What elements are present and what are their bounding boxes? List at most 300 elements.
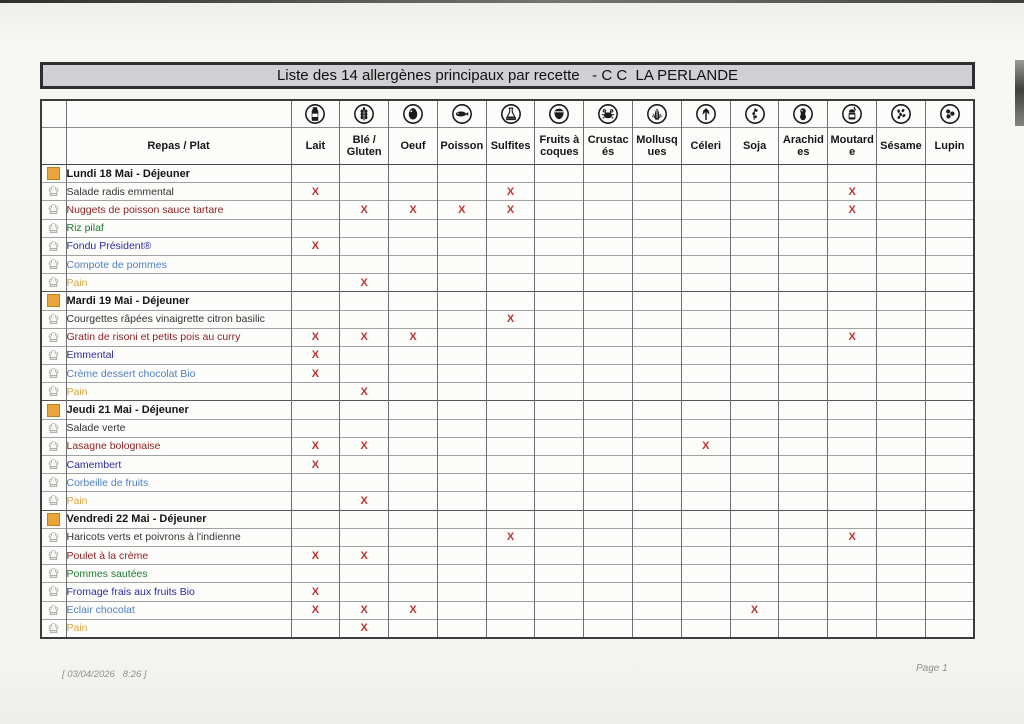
allergen-cell (486, 546, 535, 564)
allergen-cell (389, 328, 438, 346)
allergen-cell (877, 346, 926, 364)
allergen-cell (340, 328, 389, 346)
row-icon-cell (41, 583, 66, 601)
allergen-cell (681, 546, 730, 564)
allergen-cell (291, 292, 340, 310)
allergen-cell (584, 528, 633, 546)
dish-label: Fondu Président® (66, 237, 291, 255)
allergen-cell (389, 274, 438, 292)
allergen-cell (681, 492, 730, 510)
allergen-cell (389, 401, 438, 419)
allergen-cell (437, 165, 486, 183)
chef-hat-icon (42, 458, 66, 471)
allergen-icon-cell (828, 100, 877, 128)
chef-hat-icon (42, 367, 66, 380)
allergen-cell (535, 346, 584, 364)
allergen-cell (389, 528, 438, 546)
allergen-cell (877, 474, 926, 492)
allergen-cell (828, 274, 877, 292)
allergen-icon-cell (389, 100, 438, 128)
allergen-cell (486, 528, 535, 546)
allergen-cell (730, 419, 779, 437)
allergen-mark: X (311, 549, 320, 562)
allergen-cell (340, 255, 389, 273)
allergen-cell (486, 601, 535, 619)
allergen-cell (633, 437, 682, 455)
allergen-cell (437, 565, 486, 583)
allergen-icon-cell (535, 100, 584, 128)
allergen-mark: X (848, 185, 856, 198)
chef-hat-icon (42, 349, 66, 362)
allergen-cell (877, 183, 926, 201)
allergen-cell (584, 510, 633, 528)
scan-edge-top (0, 0, 1024, 3)
allergen-cell (535, 328, 584, 346)
allergen-cell (828, 201, 877, 219)
allergen-cell (681, 365, 730, 383)
allergen-cell (389, 546, 438, 564)
dish-row (41, 255, 974, 273)
dish-label: Eclair chocolat (66, 601, 291, 619)
allergen-cell (486, 219, 535, 237)
allergen-cell (389, 165, 438, 183)
dish-row (41, 474, 974, 492)
allergen-cell (535, 456, 584, 474)
allergen-cell (584, 419, 633, 437)
dish-label: Nuggets de poisson sauce tartare (66, 201, 291, 219)
allergen-cell (584, 619, 633, 638)
allergen-cell (779, 310, 828, 328)
row-icon-cell (41, 419, 66, 437)
allergen-cell (389, 365, 438, 383)
allergen-cell (681, 437, 730, 455)
allergen-cell (291, 328, 340, 346)
allergen-cell (291, 437, 340, 455)
row-icon-cell (41, 510, 66, 528)
allergen-column-header: Crustacés (584, 128, 633, 165)
allergen-cell (925, 219, 974, 237)
allergen-cell (584, 255, 633, 273)
allergen-mark: X (848, 203, 856, 216)
allergen-cell (828, 292, 877, 310)
dish-row (41, 237, 974, 255)
dish-row (41, 492, 974, 510)
allergen-cell (925, 510, 974, 528)
allergen-cell (535, 383, 584, 401)
allergen-cell (584, 292, 633, 310)
allergen-column-header: Arachides (779, 128, 828, 165)
allergen-cell (681, 201, 730, 219)
allergen-cell (828, 365, 877, 383)
allergen-cell (584, 456, 633, 474)
allergen-cell (340, 492, 389, 510)
allergen-cell (681, 565, 730, 583)
allergen-cell (486, 346, 535, 364)
dish-label: Pain (66, 274, 291, 292)
allergen-cell (584, 492, 633, 510)
allergen-cell (828, 219, 877, 237)
allergen-cell (730, 546, 779, 564)
allergen-cell (584, 201, 633, 219)
allergen-column-header: Soja (730, 128, 779, 165)
allergen-cell (437, 201, 486, 219)
allergen-cell (389, 437, 438, 455)
allergen-cell (340, 346, 389, 364)
allergen-cell (584, 583, 633, 601)
allergen-cell (340, 201, 389, 219)
dish-row (41, 346, 974, 364)
allergen-cell (828, 619, 877, 638)
crab-icon (584, 103, 632, 125)
dish-row (41, 274, 974, 292)
allergen-cell (389, 510, 438, 528)
row-icon-cell (41, 528, 66, 546)
allergen-cell (437, 583, 486, 601)
allergen-cell (389, 237, 438, 255)
day-row (41, 165, 974, 183)
sesame-icon (877, 103, 925, 125)
allergen-cell (486, 492, 535, 510)
allergen-cell (584, 365, 633, 383)
allergen-cell (535, 255, 584, 273)
dish-row (41, 619, 974, 638)
allergen-cell (828, 528, 877, 546)
allergen-cell (486, 255, 535, 273)
allergen-cell (340, 583, 389, 601)
allergen-cell (340, 274, 389, 292)
allergen-cell (291, 183, 340, 201)
allergen-cell (584, 601, 633, 619)
celery-icon (682, 103, 730, 125)
allergen-cell (779, 201, 828, 219)
row-icon-cell (41, 619, 66, 638)
allergen-cell (340, 456, 389, 474)
allergen-cell (828, 583, 877, 601)
dish-row (41, 601, 974, 619)
allergen-cell (633, 274, 682, 292)
allergen-cell (877, 492, 926, 510)
allergen-cell (535, 437, 584, 455)
allergen-cell (877, 565, 926, 583)
dish-row (41, 528, 974, 546)
allergen-cell (828, 383, 877, 401)
allergen-cell (779, 619, 828, 638)
chef-hat-icon (42, 258, 66, 271)
allergen-cell (779, 292, 828, 310)
allergen-cell (340, 619, 389, 638)
allergen-cell (681, 528, 730, 546)
dish-row (41, 437, 974, 455)
allergen-cell (389, 219, 438, 237)
allergen-icon-cell (730, 100, 779, 128)
allergen-cell (389, 183, 438, 201)
allergen-icon-cell (291, 100, 340, 128)
day-marker-icon (47, 513, 60, 526)
allergen-cell (291, 546, 340, 564)
allergen-icon-cell (877, 100, 926, 128)
allergen-cell (291, 310, 340, 328)
allergen-cell (877, 219, 926, 237)
row-icon-cell (41, 165, 66, 183)
chef-hat-icon (42, 585, 66, 598)
dish-label: Courgettes râpées vinaigrette citron basilic (66, 310, 291, 328)
allergen-cell (437, 292, 486, 310)
allergen-cell (486, 201, 535, 219)
allergen-cell (779, 383, 828, 401)
allergen-cell (730, 619, 779, 638)
row-icon-cell (41, 237, 66, 255)
allergen-cell (730, 292, 779, 310)
allergen-cell (486, 237, 535, 255)
chef-hat-icon (42, 622, 66, 635)
allergen-cell (486, 419, 535, 437)
allergen-mark: X (506, 313, 515, 326)
dish-label: Corbeille de fruits (66, 474, 291, 492)
allergen-cell (486, 292, 535, 310)
allergen-cell (681, 274, 730, 292)
scan-edge-right (1015, 60, 1024, 126)
allergen-cell (925, 383, 974, 401)
day-row (41, 401, 974, 419)
day-label: Lundi 18 Mai - Déjeuner (66, 165, 291, 183)
allergen-cell (437, 492, 486, 510)
allergen-cell (779, 546, 828, 564)
allergen-column-header: Lait (291, 128, 340, 165)
allergen-cell (437, 383, 486, 401)
wheat-icon (340, 103, 388, 125)
allergen-icon-cell (437, 100, 486, 128)
allergen-cell (633, 237, 682, 255)
dish-label: Fromage frais aux fruits Bio (66, 583, 291, 601)
allergen-mark: X (702, 440, 710, 453)
allergen-cell (291, 492, 340, 510)
peanut-icon (779, 103, 827, 125)
allergen-cell (730, 565, 779, 583)
allergen-cell (535, 474, 584, 492)
allergen-cell (437, 328, 486, 346)
header-empty-cell (66, 100, 291, 128)
allergen-cell (535, 583, 584, 601)
allergen-icon-cell (681, 100, 730, 128)
allergen-cell (535, 237, 584, 255)
allergen-cell (291, 383, 340, 401)
allergen-cell (828, 601, 877, 619)
allergen-cell (779, 510, 828, 528)
allergen-cell (291, 346, 340, 364)
allergen-cell (633, 165, 682, 183)
allergen-cell (828, 328, 877, 346)
allergen-cell (779, 565, 828, 583)
allergen-cell (828, 310, 877, 328)
allergen-table (40, 99, 975, 639)
allergen-cell (828, 255, 877, 273)
allergen-cell (584, 183, 633, 201)
allergen-cell (877, 601, 926, 619)
allergen-column-header: Moutarde (828, 128, 877, 165)
allergen-cell (681, 383, 730, 401)
dish-row (41, 328, 974, 346)
allergen-cell (535, 274, 584, 292)
fish-icon (438, 103, 486, 125)
allergen-cell (828, 183, 877, 201)
allergen-cell (730, 437, 779, 455)
allergen-mark: X (360, 604, 368, 617)
allergen-cell (828, 510, 877, 528)
allergen-cell (681, 346, 730, 364)
allergen-cell (486, 310, 535, 328)
allergen-cell (925, 619, 974, 638)
allergen-cell (584, 219, 633, 237)
allergen-cell (437, 255, 486, 273)
dish-label: Lasagne bolognaise (66, 437, 291, 455)
day-row (41, 292, 974, 310)
allergen-cell (730, 328, 779, 346)
allergen-cell (730, 165, 779, 183)
allergen-cell (633, 401, 682, 419)
allergen-cell (730, 401, 779, 419)
allergen-cell (340, 546, 389, 564)
allergen-cell (584, 401, 633, 419)
dish-label: Pain (66, 383, 291, 401)
allergen-cell (486, 565, 535, 583)
allergen-cell (535, 165, 584, 183)
allergen-cell (340, 237, 389, 255)
allergen-mark: X (360, 440, 368, 453)
allergen-cell (291, 274, 340, 292)
allergen-cell (779, 328, 828, 346)
allergen-column-header: Céleri (681, 128, 730, 165)
allergen-cell (633, 365, 682, 383)
allergen-cell (730, 383, 779, 401)
allergen-cell (389, 474, 438, 492)
page-title: Liste des 14 allergènes principaux par recette - C C LA PERLANDE (276, 67, 739, 84)
allergen-cell (925, 183, 974, 201)
allergen-cell (389, 619, 438, 638)
allergen-cell (291, 510, 340, 528)
allergen-column-header: Sulfites (486, 128, 535, 165)
allergen-cell (925, 346, 974, 364)
allergen-cell (584, 346, 633, 364)
chef-hat-icon (42, 185, 66, 198)
allergen-cell (584, 328, 633, 346)
allergen-cell (925, 601, 974, 619)
row-icon-cell (41, 201, 66, 219)
allergen-cell (779, 583, 828, 601)
allergen-cell (779, 365, 828, 383)
dish-label: Haricots verts et poivrons à l'indienne (66, 528, 291, 546)
chef-hat-icon (42, 422, 66, 435)
row-icon-cell (41, 274, 66, 292)
allergen-mark: X (360, 385, 368, 398)
allergen-cell (486, 583, 535, 601)
allergen-cell (877, 328, 926, 346)
allergen-mark: X (311, 367, 320, 380)
allergen-icon-cell (584, 100, 633, 128)
allergen-cell (437, 437, 486, 455)
allergen-cell (681, 292, 730, 310)
allergen-cell (681, 219, 730, 237)
allergen-cell (877, 292, 926, 310)
allergen-cell (584, 546, 633, 564)
allergen-cell (925, 456, 974, 474)
row-icon-cell (41, 310, 66, 328)
allergen-cell (389, 601, 438, 619)
allergen-icon-cell (779, 100, 828, 128)
chef-hat-icon (42, 567, 66, 580)
dish-label: Salade radis emmental (66, 183, 291, 201)
allergen-mark: X (458, 203, 466, 216)
row-icon-cell (41, 492, 66, 510)
dish-row (41, 546, 974, 564)
allergen-cell (779, 255, 828, 273)
allergen-cell (437, 219, 486, 237)
allergen-mark: X (311, 440, 320, 453)
allergen-cell (730, 201, 779, 219)
dish-row (41, 419, 974, 437)
allergen-cell (925, 528, 974, 546)
allergen-mark: X (311, 458, 320, 471)
allergen-cell (779, 601, 828, 619)
allergen-cell (681, 328, 730, 346)
allergen-cell (681, 510, 730, 528)
allergen-cell (779, 492, 828, 510)
chef-hat-icon (42, 531, 66, 544)
allergen-cell (633, 601, 682, 619)
allergen-mark: X (360, 331, 368, 344)
allergen-cell (633, 565, 682, 583)
allergen-cell (340, 292, 389, 310)
allergen-cell (779, 219, 828, 237)
allergen-cell (535, 365, 584, 383)
allergen-cell (779, 401, 828, 419)
allergen-cell (681, 183, 730, 201)
allergen-mark: X (360, 494, 368, 507)
row-icon-cell (41, 292, 66, 310)
allergen-cell (779, 237, 828, 255)
allergen-cell (486, 165, 535, 183)
allergen-mark: X (311, 349, 320, 362)
allergen-cell (437, 619, 486, 638)
allergen-mark: X (311, 240, 320, 253)
allergen-cell (925, 565, 974, 583)
allergen-cell (877, 437, 926, 455)
dish-row (41, 219, 974, 237)
dish-row (41, 365, 974, 383)
allergen-cell (486, 437, 535, 455)
row-icon-cell (41, 255, 66, 273)
allergen-mark: X (311, 585, 320, 598)
allergen-cell (535, 310, 584, 328)
hazelnut-icon (535, 103, 583, 125)
allergen-cell (730, 365, 779, 383)
allergen-cell (925, 437, 974, 455)
allergen-cell (291, 583, 340, 601)
allergen-cell (925, 419, 974, 437)
allergen-cell (633, 474, 682, 492)
allergen-icon-cell (340, 100, 389, 128)
allergen-cell (535, 292, 584, 310)
allergen-cell (535, 601, 584, 619)
allergen-cell (877, 237, 926, 255)
allergen-cell (437, 456, 486, 474)
allergen-column-header: Mollusques (633, 128, 682, 165)
allergen-cell (633, 346, 682, 364)
row-icon-cell (41, 437, 66, 455)
allergen-cell (437, 419, 486, 437)
egg-icon (389, 103, 437, 125)
allergen-cell (681, 310, 730, 328)
dish-row (41, 383, 974, 401)
